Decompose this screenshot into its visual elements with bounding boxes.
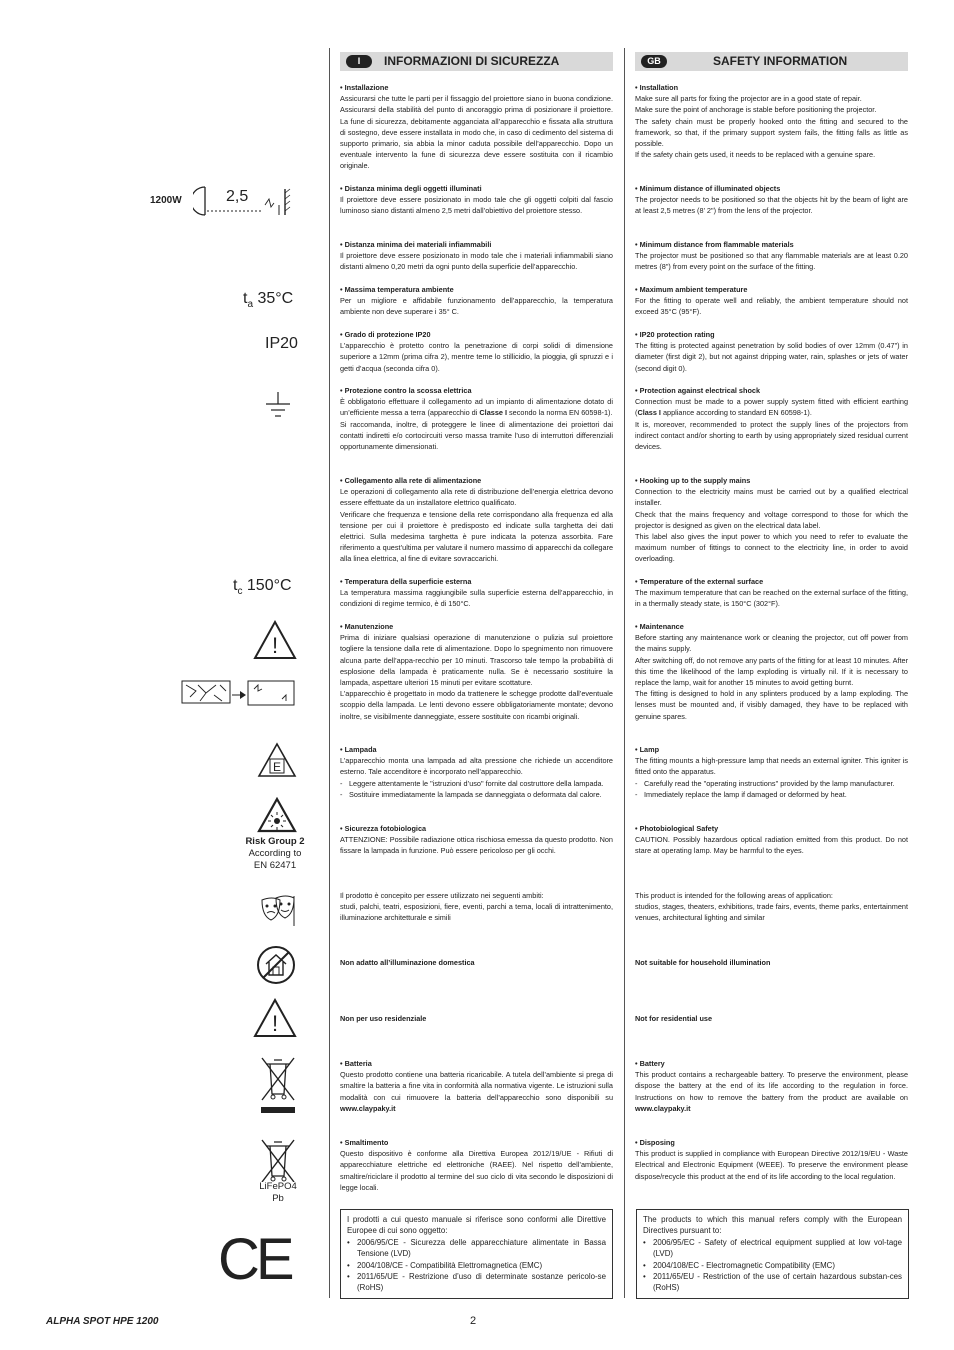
- it-shock-protection: [340, 385, 613, 452]
- gb-directives-intro: The products to which this manual refers comply with the European Directives pursuant to:: [643, 1215, 902, 1236]
- it-installation-heading: • Installazione: [340, 83, 389, 92]
- list-item: - Immediately replace the lamp if damaged or deformed by heat.: [635, 789, 908, 800]
- gb-ip-heading: • IP20 protection rating: [635, 330, 715, 339]
- gb-shock-text: [635, 396, 908, 418]
- it-flammable: [340, 239, 613, 273]
- gb-battery-heading: • Battery: [635, 1059, 665, 1068]
- gb-surface-temp: [635, 576, 908, 610]
- it-battery-text-a: Questo prodotto contiene una batteria ricaricabile. A tutela dell’ambiente si prega di smaltire la batteria a fine vita in conformità alla normativa vigente. Le istruzioni sulla modalità con cui rimuovere la batteria dell’apparecchio sono disponibili su: [340, 1070, 613, 1102]
- gb-directives-box: [636, 1209, 909, 1299]
- header-title-it: INFORMAZIONI DI SICUREZZA: [384, 54, 560, 68]
- it-photobio-text: ATTENZIONE: Possibile radiazione ottica rischiosa emessa da questo prodotto. Non fissare la lampada in funzione. Può essere pericoloso per gli occhi.: [340, 835, 613, 856]
- list-item: • 2006/95/EC - Safety of electrical equipment supplied at low vol-tage (LVD): [643, 1237, 902, 1260]
- it-flammable-text: Il proiettore deve essere posizionato in modo tale che i materiali infiammabili siano distanti almeno 0,20 metri da ogni punto della superficie dell’apparecchio.: [340, 251, 613, 272]
- gb-not-household-heading: Not suitable for household illumination: [635, 958, 771, 967]
- gb-photobio-heading: • Photobiological Safety: [635, 824, 719, 833]
- it-photobio: [340, 823, 613, 857]
- gb-ambient-text: For the fitting to operate well and reliably, the ambient temperature should not exceed 35°C (95°F).: [635, 296, 908, 317]
- list-item: • 2011/65/EU - Restriction of the use of certain hazardous substan-ces (RoHS): [643, 1271, 902, 1294]
- risk-group-according: According to: [248, 848, 302, 859]
- gb-disposal: [635, 1137, 908, 1182]
- svg-text:!: !: [271, 633, 279, 658]
- gb-flammable-heading: • Minimum distance from flammable materials: [635, 240, 794, 249]
- it-ip-heading: • Grado di protezione IP20: [340, 330, 431, 339]
- gb-not-household: [635, 957, 908, 968]
- it-maintenance-heading: • Manutenzione: [340, 622, 394, 631]
- gb-mains-text-b: Check that the mains frequency and voltage correspond to those for which the projector is designed as given on the electrical data label.: [635, 509, 908, 530]
- it-shock-text-b: secondo la norma EN 60598-1).: [507, 408, 613, 418]
- it-battery-text: [340, 1069, 613, 1114]
- it-photobio-heading: • Sicurezza fotobiologica: [340, 824, 427, 833]
- it-disposal-text: Questo dispositivo è conforme alla Direttiva Europea 2012/19/UE - Rifiuti di apparecchiature elettriche ed elettroniche (RAEE). Nel rispetto dell’ambiente, smaltire/riciclare il prodotto al termine del suo ciclo di vita secondo le disposizioni di legge locali.: [340, 1149, 613, 1192]
- gb-installation-text-d: If the safety chain gets used, it needs to be replaced with a genuine spare.: [635, 150, 876, 160]
- gb-ambient-heading: • Maximum ambient temperature: [635, 285, 748, 294]
- tc-value: 150°C: [242, 577, 292, 594]
- gb-maintenance-heading: • Maintenance: [635, 622, 684, 631]
- footer-model-name: ALPHA SPOT HPE 1200: [46, 1316, 159, 1327]
- ip-rating-label: IP20: [265, 335, 298, 352]
- it-maintenance-text-b: L’apparecchio è progettato in modo da trattenere le schegge prodotte dall’eventuale scoppio della lampada. Le lenti devono essere obbligatoriamente montate; devono inoltre, se visibilmente danneggiate, essere sostituite con ricambi originali.: [340, 689, 613, 721]
- gb-ip-text: The fitting is protected against penetration by solid bodies of over 12mm (0.47") in diameter (first digit 2), but not against dripping water, rain, splashes or jets of water (second digit 0).: [635, 341, 908, 373]
- it-not-residential-heading: Non per uso residenziale: [340, 1014, 427, 1023]
- gb-photobio: [635, 823, 908, 857]
- it-min-distance: [340, 183, 613, 217]
- it-lamp: [340, 744, 613, 800]
- gb-battery-text: [635, 1069, 908, 1114]
- lang-badge-it: I: [346, 55, 372, 68]
- gb-installation-heading: • Installation: [635, 83, 679, 92]
- gb-disposal-text: This product is supplied in compliance with European Directive 2012/19/EU - Waste Electrical and Electronic Equipment (WEEE). To preserve the environment please dispose/recycle this product at the end of its life according to the local regulation.: [635, 1149, 908, 1181]
- gb-directives-list: [643, 1237, 902, 1294]
- it-mains-text-a: Le operazioni di collegamento alla rete di distribuzione dell’energia elettrica devono essere effettuate da un installatore elettrico qualificato.: [340, 487, 613, 508]
- list-item: • 2011/65/UE - Restrizione d’uso di determinate sostanze pericolo-se (RoHS): [347, 1271, 606, 1294]
- risk-group-norm: EN 62471: [253, 860, 297, 871]
- gb-lamp-text: The fitting mounts a high-pressure lamp that needs an external igniter. This igniter is fitted onto the apparatus.: [635, 756, 908, 777]
- gb-not-residential-heading: Not for residential use: [635, 1014, 713, 1023]
- it-mains-heading: • Collegamento alla rete di alimentazione: [340, 476, 482, 485]
- list-item: • 2004/108/CE - Compatibilità Elettromagnetica (EMC): [347, 1260, 606, 1271]
- surface-temp-label: [233, 577, 292, 597]
- gb-mains-text-c: This label also gives the input power to which you need to refer to evaluate the maximum number of fittings to connect to the electricity line, in order to avoid overloading.: [635, 532, 908, 564]
- gb-battery-link[interactable]: www.claypaky.it: [635, 1103, 691, 1113]
- gb-mains: [635, 475, 908, 565]
- it-not-household-heading: Non adatto all’illuminazione domestica: [340, 958, 475, 967]
- ta-symbol: t: [243, 290, 248, 307]
- distance-value: 2,5: [226, 188, 249, 205]
- earth-ground-icon: [264, 392, 292, 420]
- list-item: • 2004/108/EC - Electromagnetic Compatibility (EMC): [643, 1260, 902, 1271]
- gb-min-distance-text: The projector needs to be positioned so that the objects hit by the beam of light are at least 2,5 metres (8’ 2") from the lens of the projector.: [635, 195, 908, 216]
- it-maintenance: [340, 621, 613, 722]
- it-ip-rating: [340, 329, 613, 374]
- gb-mains-text-a: Connection to the electricity mains must be carried out by a qualified electrical installer.: [635, 487, 908, 508]
- it-ambient-text: Per un migliore e affidabile funzionamento dell’apparecchio, la temperatura ambiente non deve superare i 35° C.: [340, 296, 613, 317]
- column-rule-left: [329, 48, 330, 1298]
- gb-surface-heading: • Temperature of the external surface: [635, 577, 764, 586]
- theater-masks-icon: [258, 892, 298, 928]
- gb-shock-heading: • Protection against electrical shock: [635, 386, 761, 395]
- battery-chem-2: Pb: [272, 1193, 284, 1204]
- gb-shock-text-c: It is, moreover, recommended to protect the supply lines of the projectors from indirect contact and/or shorting to earth by using appropriately sized residual current devices.: [635, 419, 908, 452]
- it-shock-text-a: È obbligatorio effettuare il collegamento ad un impianto di alimentazione dotato di un’efficiente messa a terra (apparecchio di: [340, 397, 613, 418]
- it-ambient-heading: • Massima temperatura ambiente: [340, 285, 454, 294]
- gb-photobio-text: CAUTION. Possibly hazardous optical radiation emitted from this product. Do not stare at operating lamp. May be harmful to the eyes.: [635, 835, 908, 856]
- it-battery-link[interactable]: www.claypaky.it: [340, 1103, 396, 1113]
- gb-flammable-text: The projector must be positioned so that any flammable materials are at least 0.20 metres (8") from every point on the surface of the fitting.: [635, 251, 908, 272]
- weee-bin-icon: [258, 1136, 298, 1182]
- gb-ip-rating: [635, 329, 908, 374]
- it-mains: [340, 475, 613, 565]
- gb-min-distance-heading: • Minimum distance of illuminated objects: [635, 184, 781, 193]
- it-surface-text: La temperatura massima raggiungibile sulla superficie esterna dell’apparecchio, in condizioni di regime termico, è di 150°C.: [340, 588, 613, 609]
- ce-mark: CE: [218, 1227, 291, 1292]
- page-number: 2: [470, 1315, 477, 1327]
- laser-radiation-icon: [257, 797, 297, 833]
- it-installation: [340, 82, 613, 172]
- it-ip-text: L’apparecchio è protetto contro la penetrazione di corpi solidi di dimensione superiore a 12mm (prima cifra 2), mentre teme lo stillicidio, la pioggia, gli spruzzi e i getti d’acqua (seconda cifra 0).: [340, 341, 613, 373]
- gb-not-residential: [635, 1013, 908, 1024]
- risk-group-title: Risk Group 2: [245, 836, 305, 847]
- it-directives-intro: I prodotti a cui questo manuale si riferisce sono conformi alle Direttive Europee di cui sono oggetto:: [347, 1215, 606, 1236]
- gb-maintenance-text-c: The fitting is designed to hold in any splinters produced by a lamp exploding. The lenses must be mounted and, if visibly damaged, they have to be replaced with genuine spares.: [635, 689, 908, 721]
- gb-shock-class: Class I: [637, 408, 661, 418]
- it-battery-heading: • Batteria: [340, 1059, 372, 1068]
- it-directives-box: [340, 1209, 613, 1299]
- list-item: - Leggere attentamente le "istruzioni d’uso" fornite dal costruttore della lampada.: [340, 778, 613, 789]
- battery-chem-label: [250, 1181, 306, 1205]
- column-rule-middle: [624, 48, 625, 1298]
- it-application-text-b: studi, palchi, teatri, esposizioni, fiere, eventi, parchi a tema, locali di intrattenimento, illuminazione architetturale e simili: [340, 902, 613, 923]
- it-shock-class: Classe I: [479, 408, 507, 418]
- risk-group-label: [230, 836, 320, 872]
- gb-mains-heading: • Hooking up to the supply mains: [635, 476, 751, 485]
- battery-chem-1: LiFePO4: [259, 1181, 297, 1192]
- it-lamp-list: [340, 778, 613, 800]
- ta-sub: a: [247, 299, 254, 311]
- gb-maintenance: [635, 621, 908, 722]
- it-shock-heading: • Protezione contro la scossa elettrica: [340, 386, 472, 395]
- it-battery: [340, 1058, 613, 1114]
- it-surface-heading: • Temperatura della superficie esterna: [340, 577, 472, 586]
- ambient-temp-label: [243, 290, 293, 310]
- it-ambient-temp: [340, 284, 613, 318]
- gb-installation-text-b: Make sure the point of anchorage is stable before positioning the projector.: [635, 105, 877, 115]
- lamp-igniter-icon: [257, 742, 297, 778]
- gb-lamp: [635, 744, 908, 800]
- gb-application-text-a: This product is intended for the following areas of application:: [635, 891, 833, 900]
- gb-application: [635, 890, 908, 924]
- broken-lens-icon: [180, 677, 296, 709]
- it-lamp-heading: • Lampada: [340, 745, 377, 754]
- it-mains-text-b: Verificare che frequenza e tensione della rete corrispondano alla frequenza ed alla tensione per cui il proiettore è predisposto ed indicate sulla targhetta dei dati elettrici. Sulla medesima targhetta è pure indicata la potenza assorbita. Fare riferimento a quest’ultima per valutare il numero massimo di apparecchi da collegare alla linea elettrica, al fine di evitare sovraccarichi.: [340, 509, 613, 564]
- gb-min-distance: [635, 183, 908, 217]
- header-title-gb: SAFETY INFORMATION: [713, 54, 848, 68]
- ta-value: 35°C: [253, 290, 294, 307]
- list-item: • 2006/95/CE - Sicurezza delle apparecchiature alimentate in Bassa Tensione (LVD): [347, 1237, 606, 1260]
- gb-installation-text-a: Make sure all parts for fixing the projector are in a good state of repair.: [635, 94, 862, 104]
- it-flammable-heading: • Distanza minima dei materiali infiammabili: [340, 240, 492, 249]
- it-shock-text: [340, 396, 613, 418]
- it-surface-temp: [340, 576, 613, 610]
- lang-badge-gb: GB: [641, 55, 667, 68]
- it-directives-list: [347, 1237, 606, 1294]
- it-disposal: [340, 1137, 613, 1193]
- header-it: [340, 52, 613, 71]
- svg-text:E: E: [272, 760, 282, 774]
- gb-battery: [635, 1058, 908, 1114]
- list-item: - Carefully read the "operating instructions" provided by the lamp manufacturer.: [635, 778, 908, 789]
- gb-maintenance-text-b: After switching off, do not remove any parts of the fitting for at least 10 minutes. After this time the likelihood of the lamp exploding is virtually nil. If it is necessary to replace the lamp, wait for another 15 minutes to avoid getting burnt.: [635, 655, 908, 688]
- gb-shock-protection: [635, 385, 908, 452]
- gb-surface-text: The maximum temperature that can be reached on the external surface of the fitting, in a thermally steady state, is 150°C (302°F).: [635, 588, 908, 609]
- it-maintenance-text-a: Prima di iniziare qualsiasi operazione di manutenzione o pulizia sul proiettore togliere la tensione dalla rete di alimentazione. Dopo lo spegnimento non rimuovere alcuna parte dell’appa-recchio per 10 minuti. Trascorso tale tempo la probabilità di esplosione della lampada è praticamente nulla. Se è necessario sostituire la lampada, aspettare ulteriori 15 minuti per evitare scottature.: [340, 633, 613, 688]
- it-min-distance-heading: • Distanza minima degli oggetti illuminati: [340, 184, 482, 193]
- gb-ambient-temp: [635, 284, 908, 318]
- wattage-label: 1200W: [150, 195, 182, 206]
- it-not-residential: [340, 1013, 613, 1024]
- tc-symbol: t: [233, 577, 238, 594]
- warning-residential-icon: [253, 998, 297, 1038]
- gb-installation: [635, 82, 908, 160]
- no-household-icon: [255, 944, 297, 986]
- gb-battery-text-a: This product contains a rechargeable battery. To preserve the environment, please dispose the battery at the end of its life according to the regulation in force. Instructions on how to remove the battery from the product are available on: [635, 1070, 908, 1102]
- it-application-text-a: Il prodotto è concepito per essere utilizzato nei seguenti ambiti:: [340, 891, 544, 900]
- it-installation-text: Assicurarsi che tutte le parti per il fissaggio del proiettore siano in buona condizione. Assicurarsi della stabilità del punto di ancoraggio prima di posizionare il proiettore. La fune di sicurezza, debitamente agganciata all’apparecchio e fissata alla struttura di sostegno, deve essere installata in modo che, in caso di cedimento del sistema di supporto primario, sia abbia la minor caduta possibile dell’apparecchio. Dopo un eventuale intervento la fune di sicurezza deve essere sostituita con il ricambio originale.: [340, 94, 613, 171]
- list-item: - Sostituire immediatamente la lampada se danneggiata o deformata dal calore.: [340, 789, 613, 800]
- svg-text:!: !: [271, 1011, 279, 1036]
- gb-shock-text-b: appliance according to standard EN 60598-1).: [660, 408, 812, 418]
- it-shock-text-c: Si raccomanda, inoltre, di proteggere le linee di alimentazione dei proiettori dai contatti indiretti e/o cortocircuiti verso massa tramite l’uso di interruttori differenziali opportunamente dimensionati.: [340, 419, 613, 452]
- it-application: [340, 890, 613, 924]
- gb-shock-text-a: Connection must be made to a power supply system fitted with efficient earthing (: [635, 397, 908, 418]
- gb-disposal-heading: • Disposing: [635, 1138, 675, 1147]
- gb-installation-text-c: The safety chain must be properly hooked onto the fitting and secured to the framework, so that, if the primary support system fails, the fitting falls as little as possible.: [635, 116, 908, 149]
- gb-lamp-list: [635, 778, 908, 800]
- it-lamp-text: L’apparecchio monta una lampada ad alta pressione che richiede un accenditore esterno. Tale accenditore è incorporato nell’apparecchio.: [340, 756, 613, 777]
- warning-triangle-icon: [253, 620, 297, 660]
- gb-flammable: [635, 239, 908, 273]
- gb-lamp-heading: • Lamp: [635, 745, 660, 754]
- gb-maintenance-text-a: Before starting any maintenance work or cleaning the projector, cut off power from the mains supply.: [635, 633, 908, 654]
- tc-sub: c: [237, 586, 243, 598]
- gb-application-text-b: studios, stages, theaters, exhibitions, trade fairs, events, theme parks, entertainment venues, architectural lighting and similar: [635, 902, 908, 923]
- it-min-distance-text: Il proiettore deve essere posizionato in modo tale che gli oggetti colpiti dal fascio luminoso siano distanti almeno 2,5 metri dall’obiettivo del proiettore stesso.: [340, 195, 613, 216]
- battery-bin-icon: [258, 1054, 298, 1116]
- header-gb: [635, 52, 908, 71]
- it-disposal-heading: • Smaltimento: [340, 1138, 389, 1147]
- it-not-household: [340, 957, 613, 968]
